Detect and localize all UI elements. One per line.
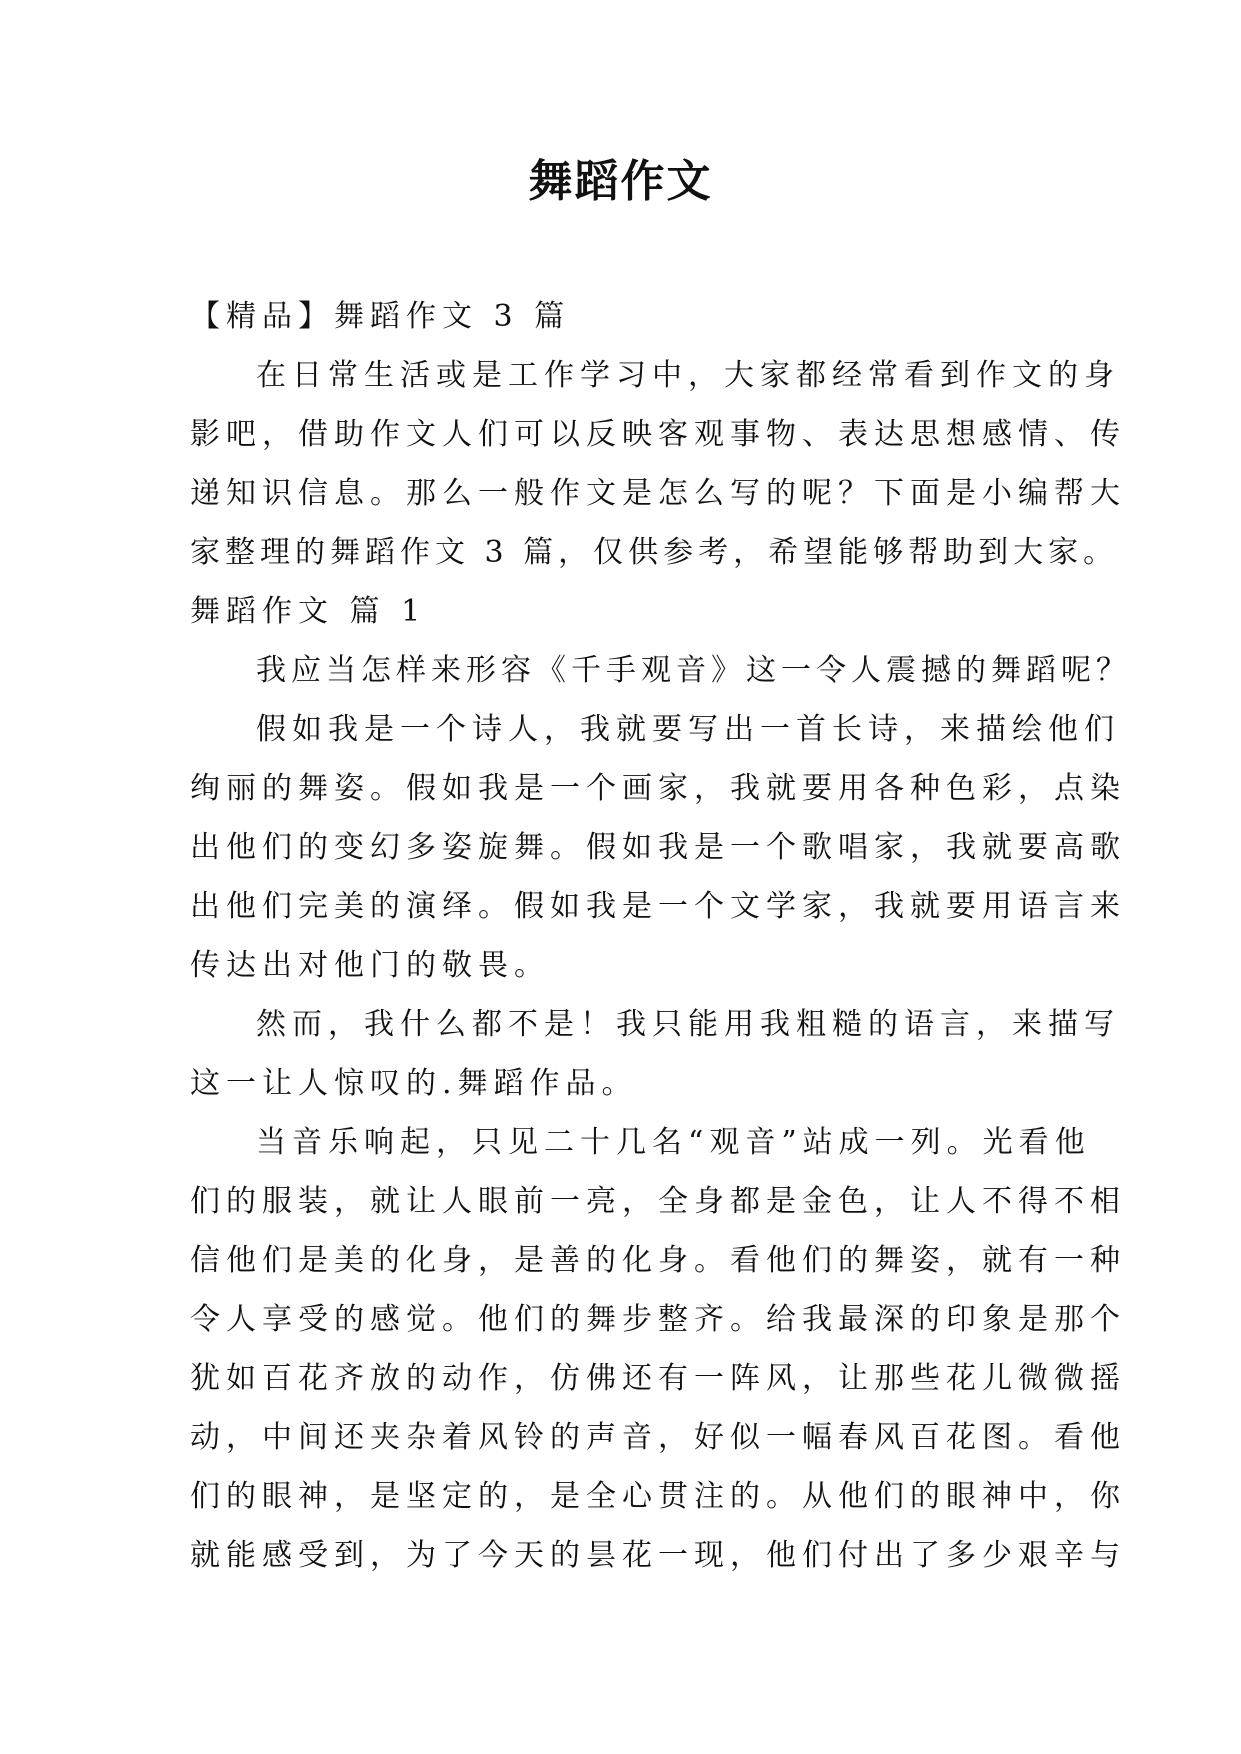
paragraph-line: 出他们的变幻多姿旋舞。假如我是一个歌唱家，我就要高歌 [190, 830, 1126, 865]
paragraph-line: 令人享受的感觉。他们的舞步整齐。给我最深的印象是那个 [190, 1302, 1126, 1337]
paragraph-line: 们的服装，就让人眼前一亮，全身都是金色，让人不得不相 [190, 1184, 1126, 1219]
paragraph-line: 递知识信息。那么一般作文是怎么写的呢？下面是小编帮大 [190, 476, 1126, 511]
paragraph-line: 就能感受到，为了今天的昙花一现，他们付出了多少艰辛与 [190, 1538, 1126, 1573]
paragraph-line: 这一让人惊叹的.舞蹈作品。 [190, 1066, 638, 1101]
paragraph-line: 传达出对他门的敬畏。 [190, 948, 550, 983]
paragraph-line: 在日常生活或是工作学习中，大家都经常看到作文的身 [256, 358, 1120, 393]
paragraph-line: 犹如百花齐放的动作，仿佛还有一阵风，让那些花儿微微摇 [190, 1361, 1126, 1396]
paragraph-line: 动，中间还夹杂着风铃的声音，好似一幅春风百花图。看他 [190, 1420, 1126, 1455]
document-body [190, 287, 1131, 1585]
paragraph-line: 当音乐响起，只见二十几名“观音”站成一列。光看他 [256, 1125, 1091, 1160]
paragraph-line: 影吧，借助作文人们可以反映客观事物、表达思想感情、传 [190, 417, 1126, 452]
paragraph-line: 绚丽的舞姿。假如我是一个画家，我就要用各种色彩，点染 [190, 771, 1126, 806]
paragraph-line: 假如我是一个诗人，我就要写出一首长诗，来描绘他们 [256, 712, 1120, 747]
section-heading: 舞蹈作文 篇 1 [190, 594, 427, 629]
paragraph-line: 我应当怎样来形容《千手观音》这一令人震撼的舞蹈呢？ [256, 653, 1131, 688]
paragraph-line: 出他们完美的演绎。假如我是一个文学家，我就要用语言来 [190, 889, 1126, 924]
paragraph-line: 信他们是美的化身，是善的化身。看他们的舞姿，就有一种 [190, 1243, 1126, 1278]
subtitle-line: 【精品】舞蹈作文 3 篇 [190, 299, 571, 334]
paragraph-line: 们的眼神，是坚定的，是全心贯注的。从他们的眼神中，你 [190, 1479, 1126, 1514]
paragraph-line: 家整理的舞蹈作文 3 篇，仅供参考，希望能够帮助到大家。 [190, 535, 1119, 570]
paragraph-line: 然而，我什么都不是！我只能用我粗糙的语言，来描写 [256, 1007, 1120, 1042]
document-title: 舞蹈作文 [528, 156, 713, 207]
